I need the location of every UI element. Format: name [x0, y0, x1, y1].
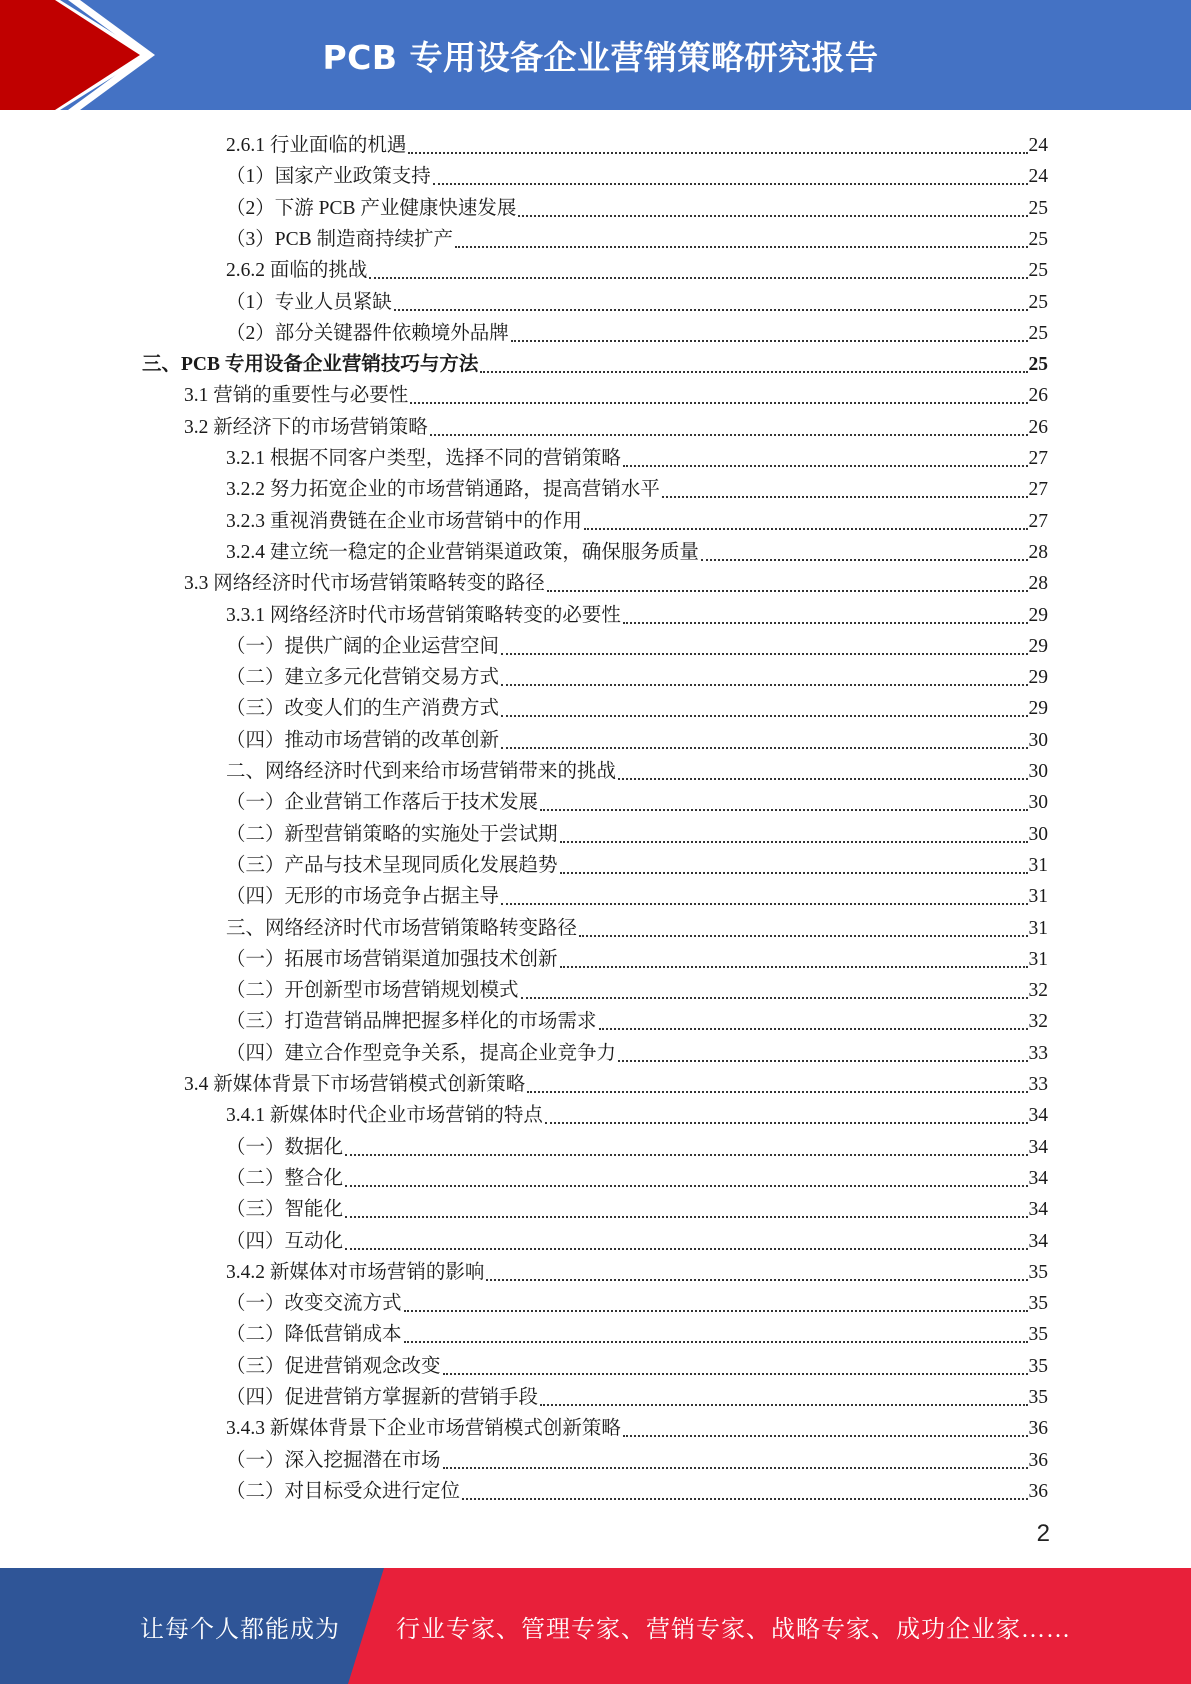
- toc-entry-page: 32: [1028, 980, 1048, 1002]
- toc-entry[interactable]: [184, 377, 1048, 408]
- toc-dot-leader: [584, 528, 1028, 530]
- toc-dot-leader: [345, 1216, 1027, 1218]
- toc-dot-leader: [455, 246, 1028, 248]
- toc-entry-label: 3.4.3 新媒体背景下企业市场营销模式创新策略: [226, 1418, 621, 1440]
- toc-entry[interactable]: [226, 753, 1048, 784]
- toc-entry[interactable]: [226, 722, 1048, 753]
- toc-entry-page: 31: [1028, 917, 1048, 939]
- toc-entry-label: （2）部分关键器件依赖境外品牌: [226, 322, 509, 344]
- toc-entry-label: 3.2.4 建立统一稳定的企业营销渠道政策，确保服务质量: [226, 541, 699, 563]
- toc-entry-page: 29: [1028, 667, 1048, 689]
- toc-entry-label: （一）企业营销工作落后于技术发展: [226, 792, 539, 814]
- toc-entry-label: 3.2.1 根据不同客户类型，选择不同的营销策略: [226, 448, 621, 469]
- toc-entry[interactable]: [226, 910, 1048, 941]
- toc-entry-label: （一）拓展市场营销渠道加强技术创新: [226, 948, 558, 970]
- toc-dot-leader: [486, 1279, 1027, 1281]
- toc-entry[interactable]: [226, 1223, 1048, 1254]
- toc-dot-leader: [501, 747, 1027, 749]
- toc-entry-label: （四）无形的市场竞争占据主导: [226, 886, 500, 908]
- toc-entry[interactable]: [226, 471, 1048, 502]
- toc-entry[interactable]: [226, 284, 1048, 315]
- toc-entry[interactable]: [226, 1097, 1048, 1128]
- toc-dot-leader: [662, 496, 1028, 498]
- toc-entry[interactable]: [226, 1442, 1048, 1473]
- toc-dot-leader: [560, 841, 1028, 843]
- toc-dot-leader: [540, 1404, 1027, 1406]
- toc-dot-leader: [545, 1122, 1028, 1124]
- toc-dot-leader: [521, 997, 1028, 999]
- page-number: 2: [1036, 1520, 1050, 1547]
- page-footer: [0, 1568, 1191, 1684]
- toc-entry-label: 二、网络经济时代到来给市场营销带来的挑战: [226, 761, 617, 782]
- toc-dot-leader: [430, 434, 1028, 436]
- toc-entry-page: 25: [1028, 260, 1048, 282]
- toc-entry[interactable]: [226, 1129, 1048, 1160]
- toc-dot-leader: [480, 371, 1027, 373]
- toc-dot-leader: [623, 465, 1028, 467]
- toc-entry-label: 3.2.3 重视消费链在企业市场营销中的作用: [226, 510, 582, 532]
- toc-entry-page: 24: [1028, 135, 1048, 156]
- toc-entry-page: 31: [1028, 886, 1048, 908]
- toc-dot-leader: [547, 590, 1028, 592]
- toc-entry[interactable]: [226, 878, 1048, 909]
- toc-entry-page: 29: [1028, 604, 1048, 626]
- toc-entry[interactable]: [226, 1035, 1048, 1066]
- toc-entry-page: 36: [1028, 1480, 1048, 1502]
- toc-entry[interactable]: [226, 784, 1048, 815]
- toc-entry-page: 32: [1028, 1011, 1048, 1033]
- document-title: PCB 专用设备企业营销策略研究报告: [322, 37, 879, 77]
- toc-dot-leader: [410, 402, 1027, 404]
- toc-entry-label: 三、网络经济时代市场营销策略转变路径: [226, 917, 578, 939]
- toc-dot-leader: [560, 966, 1028, 968]
- toc-dot-leader: [511, 340, 1028, 342]
- toc-dot-leader: [433, 183, 1028, 185]
- toc-dot-leader: [443, 1373, 1028, 1375]
- toc-entry-page: 27: [1028, 479, 1048, 501]
- toc-entry[interactable]: [226, 972, 1048, 1003]
- toc-entry[interactable]: [226, 1348, 1048, 1379]
- toc-dot-leader: [394, 309, 1028, 311]
- toc-entry[interactable]: [226, 1285, 1048, 1316]
- toc-entry-page: 26: [1028, 385, 1048, 407]
- toc-entry-page: 34: [1028, 1136, 1048, 1158]
- toc-entry[interactable]: [142, 346, 1048, 377]
- toc-entry[interactable]: [226, 1254, 1048, 1285]
- toc-entry-page: 31: [1028, 854, 1048, 876]
- toc-entry-label: （二）降低营销成本: [226, 1324, 402, 1346]
- toc-entry-label: （一）数据化: [226, 1136, 344, 1158]
- toc-entry-label: （四）促进营销方掌握新的营销手段: [226, 1387, 539, 1408]
- toc-entry-page: 36: [1028, 1418, 1048, 1440]
- toc-entry[interactable]: [226, 315, 1048, 346]
- toc-entry-label: （二）对目标受众进行定位: [226, 1480, 461, 1502]
- toc-entry[interactable]: [184, 1066, 1048, 1097]
- toc-entry[interactable]: [226, 690, 1048, 721]
- toc-entry[interactable]: [226, 816, 1048, 847]
- toc-entry-label: （四）推动市场营销的改革创新: [226, 729, 500, 751]
- toc-entry-page: 35: [1028, 1387, 1048, 1408]
- toc-dot-leader: [623, 622, 1028, 624]
- toc-entry-label: 3.3 网络经济时代市场营销策略转变的路径: [184, 573, 545, 595]
- toc-dot-leader: [701, 559, 1028, 561]
- toc-entry-page: 30: [1028, 823, 1048, 845]
- toc-dot-leader: [618, 1060, 1027, 1062]
- toc-entry-label: （四）建立合作型竞争关系，提高企业竞争力: [226, 1042, 617, 1064]
- toc-entry-label: （1）专业人员紧缺: [226, 291, 392, 313]
- toc-entry-page: 30: [1028, 729, 1048, 751]
- toc-entry-label: （二）建立多元化营销交易方式: [226, 667, 500, 689]
- footer-slogan-right: 行业专家、管理专家、营销专家、战略专家、成功企业家……: [396, 1616, 1071, 1643]
- toc-dot-leader: [618, 778, 1027, 780]
- toc-dot-leader: [462, 1498, 1027, 1500]
- toc-entry[interactable]: [226, 1316, 1048, 1347]
- toc-dot-leader: [527, 1091, 1027, 1093]
- toc-entry[interactable]: [226, 847, 1048, 878]
- toc-entry[interactable]: [226, 503, 1048, 534]
- toc-entry-label: （三）促进营销观念改变: [226, 1355, 441, 1377]
- toc-entry[interactable]: [184, 409, 1048, 440]
- toc-entry-page: 27: [1028, 448, 1048, 469]
- toc-entry-page: 36: [1028, 1449, 1048, 1471]
- toc-entry[interactable]: [226, 597, 1048, 628]
- toc-dot-leader: [345, 1154, 1027, 1156]
- toc-entry-label: （3）PCB 制造商持续扩产: [226, 228, 453, 250]
- toc-entry-page: 25: [1028, 228, 1048, 250]
- toc-entry-label: （一）深入挖掘潜在市场: [226, 1449, 441, 1471]
- toc-entry[interactable]: [226, 941, 1048, 972]
- toc-entry-label: 2.6.1 行业面临的机遇: [226, 135, 407, 156]
- toc-entry[interactable]: [226, 158, 1048, 189]
- toc-entry-page: 29: [1028, 635, 1048, 657]
- toc-entry-label: （三）打造营销品牌把握多样化的市场需求: [226, 1011, 597, 1033]
- toc-entry-page: 27: [1028, 510, 1048, 532]
- toc-entry-label: （一）改变交流方式: [226, 1293, 402, 1315]
- toc-entry[interactable]: [226, 1473, 1048, 1504]
- toc-entry[interactable]: [226, 190, 1048, 221]
- toc-entry-page: 26: [1028, 416, 1048, 438]
- toc-entry-label: 3.4 新媒体背景下市场营销模式创新策略: [184, 1074, 526, 1095]
- toc-entry[interactable]: [226, 1003, 1048, 1034]
- toc-dot-leader: [518, 215, 1027, 217]
- toc-dot-leader: [345, 1248, 1027, 1250]
- toc-entry-page: 31: [1028, 948, 1048, 970]
- toc-entry[interactable]: [226, 1410, 1048, 1441]
- toc-entry-page: 30: [1028, 761, 1048, 782]
- toc-entry-page: 34: [1028, 1105, 1048, 1127]
- toc-entry-page: 35: [1028, 1261, 1048, 1283]
- toc-entry-label: （二）开创新型市场营销规划模式: [226, 980, 519, 1002]
- toc-dot-leader: [501, 715, 1027, 717]
- toc-entry-label: （三）智能化: [226, 1199, 344, 1221]
- toc-entry-page: 25: [1028, 322, 1048, 344]
- toc-entry-label: （三）改变人们的生产消费方式: [226, 698, 500, 720]
- toc-dot-leader: [345, 1185, 1027, 1187]
- toc-dot-leader: [443, 1467, 1028, 1469]
- toc-entry[interactable]: [226, 628, 1048, 659]
- toc-dot-leader: [501, 684, 1027, 686]
- toc-dot-leader: [408, 152, 1027, 154]
- toc-entry-page: 28: [1028, 541, 1048, 563]
- toc-entry-label: （二）新型营销策略的实施处于尝试期: [226, 823, 558, 845]
- toc-entry[interactable]: [226, 1191, 1048, 1222]
- toc-entry[interactable]: [226, 534, 1048, 565]
- toc-entry[interactable]: [226, 221, 1048, 252]
- toc-entry-page: 33: [1028, 1074, 1048, 1095]
- toc-entry-page: 25: [1028, 354, 1048, 376]
- toc-entry-page: 35: [1028, 1324, 1048, 1346]
- footer-slogan-left: 让每个人都能成为: [140, 1616, 340, 1643]
- toc-entry-label: 3.2 新经济下的市场营销策略: [184, 416, 428, 438]
- toc-entry-page: 34: [1028, 1199, 1048, 1221]
- toc-entry[interactable]: [184, 565, 1048, 596]
- toc-entry-page: 30: [1028, 792, 1048, 814]
- toc-dot-leader: [540, 809, 1027, 811]
- toc-dot-leader: [369, 277, 1027, 279]
- toc-entry-label: （一）提供广阔的企业运营空间: [226, 635, 500, 657]
- toc-entry-page: 29: [1028, 698, 1048, 720]
- toc-dot-leader: [501, 903, 1027, 905]
- toc-dot-leader: [599, 1028, 1028, 1030]
- toc-dot-leader: [404, 1310, 1028, 1312]
- toc-entry-label: 3.4.2 新媒体对市场营销的影响: [226, 1261, 485, 1283]
- toc-entry[interactable]: [226, 1160, 1048, 1191]
- toc-entry-label: （三）产品与技术呈现同质化发展趋势: [226, 854, 558, 876]
- toc-entry-page: 35: [1028, 1293, 1048, 1315]
- toc-entry[interactable]: [226, 127, 1048, 158]
- toc-dot-leader: [501, 653, 1027, 655]
- toc-entry-page: 28: [1028, 573, 1048, 595]
- toc-entry-label: 三、PCB 专用设备企业营销技巧与方法: [142, 354, 479, 376]
- toc-entry-page: 34: [1028, 1230, 1048, 1252]
- toc-entry-page: 35: [1028, 1355, 1048, 1377]
- toc-dot-leader: [560, 872, 1028, 874]
- toc-entry-label: （二）整合化: [226, 1167, 344, 1189]
- toc-entry-label: 3.4.1 新媒体时代企业市场营销的特点: [226, 1105, 543, 1127]
- toc-entry-page: 24: [1028, 166, 1048, 188]
- page-header: [0, 0, 1191, 110]
- toc-entry-label: 3.3.1 网络经济时代市场营销策略转变的必要性: [226, 604, 621, 626]
- toc-entry-page: 33: [1028, 1042, 1048, 1064]
- toc-entry-label: （四）互动化: [226, 1230, 344, 1252]
- toc-entry-label: 3.1 营销的重要性与必要性: [184, 385, 409, 407]
- toc-dot-leader: [404, 1341, 1028, 1343]
- toc-entry[interactable]: [226, 1379, 1048, 1410]
- toc-dot-leader: [623, 1435, 1028, 1437]
- toc-entry-label: 2.6.2 面临的挑战: [226, 260, 368, 282]
- toc-entry-label: 3.2.2 努力拓宽企业的市场营销通路，提高营销水平: [226, 479, 660, 501]
- toc-entry-page: 25: [1028, 291, 1048, 313]
- toc-entry[interactable]: [226, 252, 1048, 283]
- toc-entry-page: 34: [1028, 1167, 1048, 1189]
- toc-entry[interactable]: [226, 440, 1048, 471]
- toc-dot-leader: [579, 935, 1027, 937]
- toc-entry[interactable]: [226, 659, 1048, 690]
- toc-entry-label: （1）国家产业政策支持: [226, 166, 431, 188]
- toc-entry-page: 25: [1028, 197, 1048, 219]
- toc-entry-label: （2）下游 PCB 产业健康快速发展: [226, 197, 517, 219]
